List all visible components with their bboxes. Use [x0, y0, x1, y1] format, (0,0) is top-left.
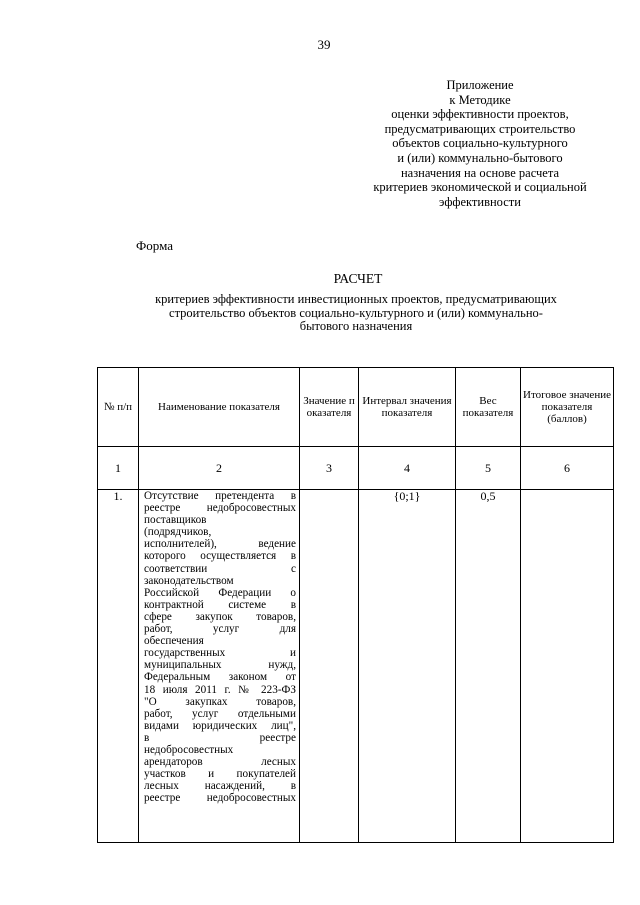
row-indicator-name [139, 490, 300, 843]
calculation-table [97, 367, 614, 843]
page-number: 39 [317, 37, 331, 52]
subtitle-line: бытового назначения [299, 319, 413, 334]
appendix-line: и (или) коммунально-бытового [397, 150, 563, 165]
appendix-line: назначения на основе расчета [400, 165, 559, 180]
appendix-line: эффективности [439, 194, 521, 209]
header-indicator-weight: Вес показателя [456, 368, 521, 447]
appendix-line: к Методике [449, 92, 511, 107]
form-label: Форма [136, 238, 173, 253]
header-value-interval: Интервал значения показателя [359, 368, 456, 447]
indicator-name-line: соответствии с [144, 562, 296, 575]
row-indicator-weight: 0,5 [456, 490, 521, 843]
table-row [98, 490, 614, 843]
indicator-name-line: поставщиков [144, 514, 207, 527]
header-number: № п/п [98, 368, 139, 447]
appendix-header [340, 78, 620, 209]
header-indicator-value: Значение показателя [300, 368, 359, 447]
column-number-row [98, 447, 614, 490]
indicator-name-line: государственных и [144, 647, 296, 660]
subtitle-line: критериев эффективности инвестиционных проектов, предусматривающих [155, 292, 557, 306]
appendix-line: предусматривающих строительство [384, 121, 576, 136]
indicator-name-line: сфере закупок товаров, [144, 610, 296, 623]
indicator-name-line: Федеральным законом от [144, 671, 296, 684]
subtitle-line: строительство объектов социально-культурного и (или) коммунально- [169, 305, 543, 320]
indicator-name-line: контрактной системе в [144, 598, 296, 611]
indicator-name-line: исполнителей), ведение [144, 538, 296, 551]
column-number: 5 [456, 447, 521, 490]
document-subtitle [96, 293, 616, 334]
row-number: 1. [98, 490, 139, 843]
indicator-name-line: муниципальных нужд, [144, 659, 296, 672]
document-title: РАСЧЕТ [333, 271, 383, 286]
indicator-name-line: обеспечения [144, 635, 204, 648]
indicator-name-line: которого осуществляется в [144, 550, 296, 563]
column-number: 6 [521, 447, 614, 490]
indicator-name-line: Российской Федерации о [144, 586, 296, 599]
header-indicator-name: Наименование показателя [139, 368, 300, 447]
indicator-name-line: участков и покупателей [144, 768, 296, 781]
indicator-name-line: 18 июля 2011 г. № 223-ФЗ [144, 683, 296, 696]
indicator-name-line: Отсутствие претендента в [144, 490, 296, 502]
indicator-name-line: "О закупках товаров, [144, 695, 296, 708]
row-indicator-value [300, 490, 359, 843]
table-header-row [98, 368, 614, 447]
column-number: 2 [139, 447, 300, 490]
indicator-name-line: работ, услуг для [144, 623, 296, 636]
indicator-name-line: лесных насаждений, в [144, 780, 296, 793]
indicator-name-line: реестре недобросовестных [144, 502, 296, 515]
indicator-name-line: реестре недобросовестных [144, 792, 296, 805]
appendix-line: критериев экономической и социальной [373, 180, 587, 195]
indicator-name-line: видами юридических лиц", [144, 719, 296, 732]
appendix-line: объектов социально-культурного [392, 136, 568, 151]
column-number: 4 [359, 447, 456, 490]
column-number: 1 [98, 447, 139, 490]
row-total-score [521, 490, 614, 843]
indicator-name-line: законодательством [144, 574, 234, 587]
indicator-name-line: в реестре [144, 731, 296, 744]
indicator-name-line: (подрядчиков, [144, 526, 212, 539]
indicator-name-line: работ, услуг отдельными [144, 707, 296, 720]
indicator-name-line: арендаторов лесных [144, 756, 296, 769]
row-value-interval: {0;1} [359, 490, 456, 843]
indicator-name-line: недобросовестных [144, 743, 234, 756]
appendix-line: оценки эффективности проектов, [391, 107, 569, 122]
appendix-line: Приложение [446, 78, 514, 92]
column-number: 3 [300, 447, 359, 490]
header-total-score: Итоговое значение показателя (баллов) [521, 368, 614, 447]
